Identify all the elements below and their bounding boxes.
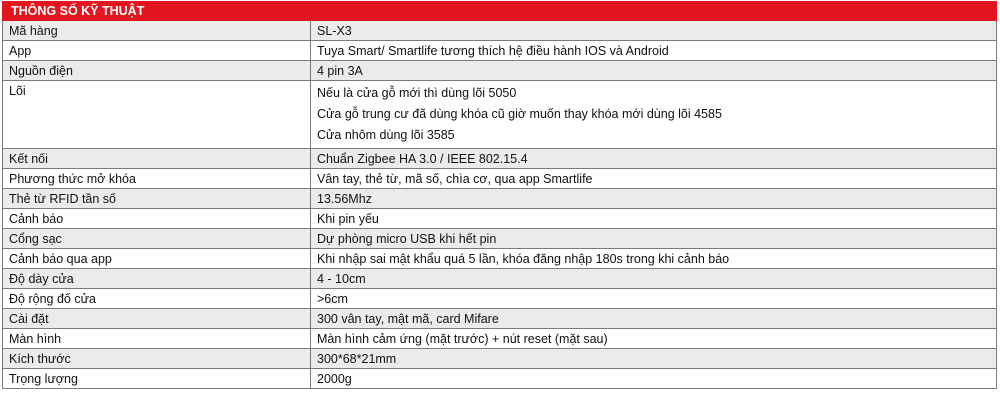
table-row	[3, 209, 997, 229]
row-label: Phương thức mở khóa	[3, 169, 311, 189]
row-value: SL-X3	[311, 21, 997, 41]
row-label: Cảnh báo	[3, 209, 311, 229]
table-header-row	[3, 2, 997, 21]
table-row	[3, 309, 997, 329]
row-label: Độ rộng đố cửa	[3, 289, 311, 309]
row-value-line: Cửa nhôm dùng lõi 3585	[317, 128, 455, 142]
row-value: Vân tay, thẻ từ, mã số, chìa cơ, qua app Smartlife	[311, 169, 997, 189]
table-row	[3, 21, 997, 41]
table-row	[3, 269, 997, 289]
row-value: Chuẩn Zigbee HA 3.0 / IEEE 802.15.4	[311, 149, 997, 169]
row-label: App	[3, 41, 311, 61]
spec-table	[2, 1, 997, 389]
row-value: 300*68*21mm	[311, 349, 997, 369]
table-row	[3, 249, 997, 269]
row-value-line: Nếu là cửa gỗ mới thì dùng lõi 5050	[317, 86, 517, 100]
row-value: 13.56Mhz	[311, 189, 997, 209]
row-value-line: Cửa gỗ trung cư đã dùng khóa cũ giờ muốn thay khóa mới dùng lõi 4585	[317, 107, 722, 121]
table-row	[3, 349, 997, 369]
table-row	[3, 289, 997, 309]
row-value	[311, 81, 997, 149]
row-value: 4 - 10cm	[311, 269, 997, 289]
row-value: Màn hình cảm ứng (mặt trước) + nút reset (mặt sau)	[311, 329, 997, 349]
row-label: Cổng sạc	[3, 229, 311, 249]
table-row	[3, 189, 997, 209]
row-value: Dự phòng micro USB khi hết pin	[311, 229, 997, 249]
row-value: >6cm	[311, 289, 997, 309]
table-row	[3, 149, 997, 169]
row-value: Khi pin yếu	[311, 209, 997, 229]
table-row	[3, 369, 997, 389]
row-label: Độ dày cửa	[3, 269, 311, 289]
row-label: Kích thước	[3, 349, 311, 369]
row-label: Trọng lượng	[3, 369, 311, 389]
table-title: THÔNG SỐ KỸ THUẬT	[3, 2, 997, 21]
row-label: Màn hình	[3, 329, 311, 349]
table-row	[3, 169, 997, 189]
row-value: Tuya Smart/ Smartlife tương thích hệ điều hành IOS và Android	[311, 41, 997, 61]
row-value: 2000g	[311, 369, 997, 389]
row-label: Cài đặt	[3, 309, 311, 329]
row-value: Khi nhập sai mật khẩu quá 5 lần, khóa đăng nhập 180s trong khi cảnh báo	[311, 249, 997, 269]
table-row	[3, 61, 997, 81]
row-value: 300 vân tay, mật mã, card Mifare	[311, 309, 997, 329]
table-row	[3, 41, 997, 61]
row-label: Lõi	[3, 81, 311, 149]
row-label: Nguồn điện	[3, 61, 311, 81]
table-row	[3, 329, 997, 349]
table-row	[3, 229, 997, 249]
row-value: 4 pin 3A	[311, 61, 997, 81]
row-label: Mã hàng	[3, 21, 311, 41]
row-label: Kết nối	[3, 149, 311, 169]
row-label: Cảnh báo qua app	[3, 249, 311, 269]
table-row	[3, 81, 997, 149]
row-label: Thẻ từ RFID tần số	[3, 189, 311, 209]
